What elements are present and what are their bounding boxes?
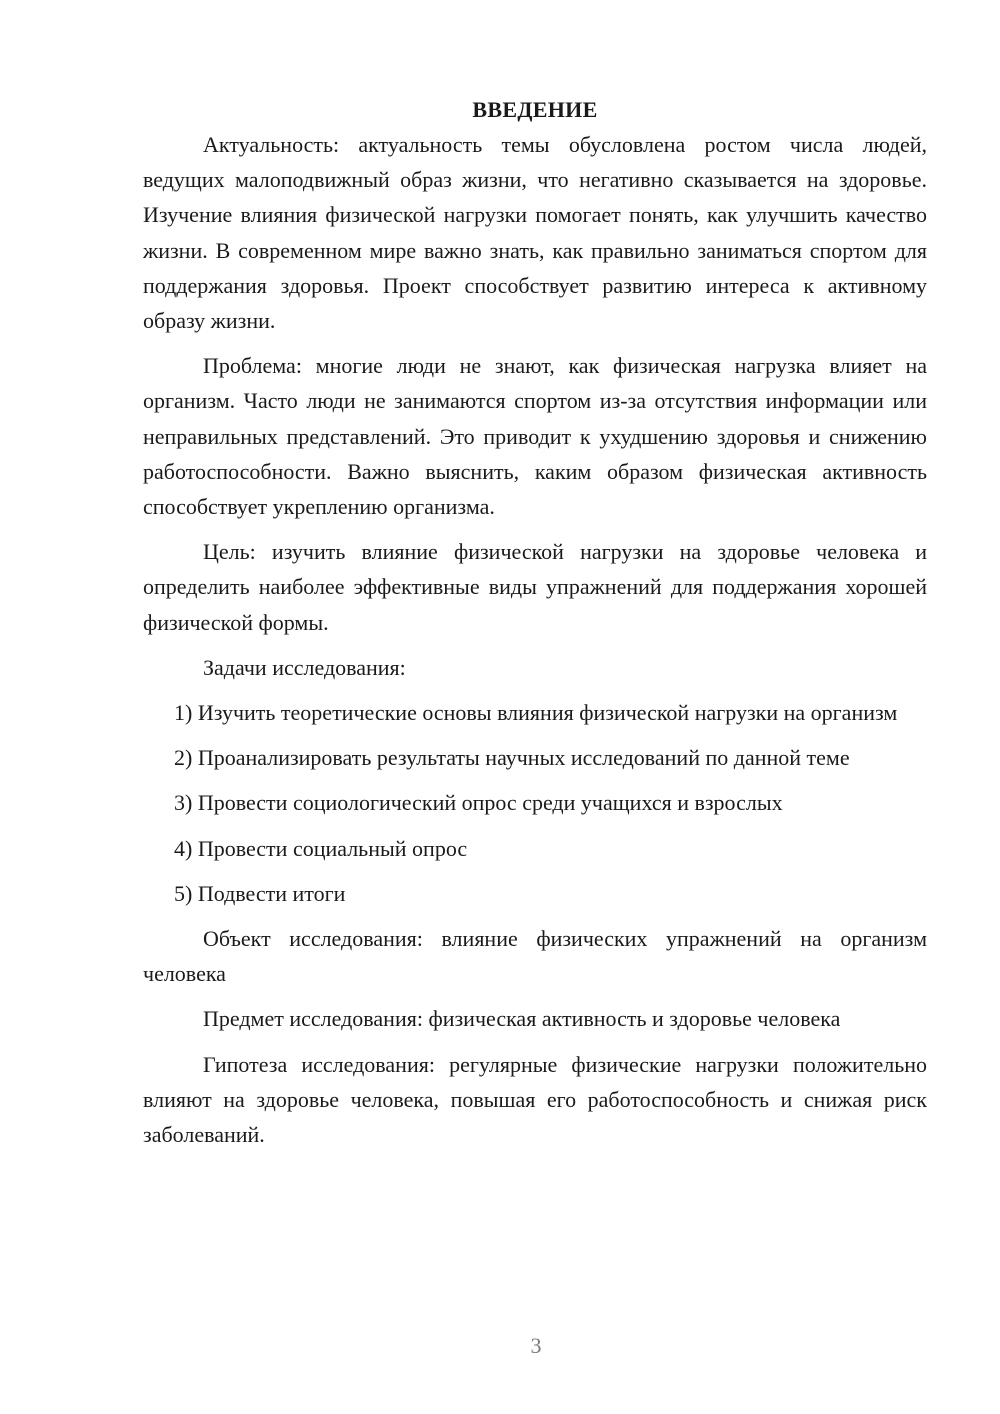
goal-paragraph: Цель: изучить влияние физической нагрузки на здоровье человека и определить наиболее эффективные виды упражнений для поддержания хорошей физической формы. bbox=[143, 539, 927, 635]
task-item-5: 5) Подвести итоги bbox=[174, 880, 346, 906]
hypothesis-paragraph: Гипотеза исследования: регулярные физические нагрузки положительно влияют на здоровье человека, повышая его работоспособность и снижая риск заболеваний. bbox=[143, 1051, 927, 1148]
section-title: ВВЕДЕНИЕ bbox=[472, 97, 598, 122]
page-number: 3 bbox=[530, 1333, 542, 1358]
tasks-heading: Задачи исследования: bbox=[203, 654, 406, 680]
problem-paragraph: Проблема: многие люди не знают, как физическая нагрузка влияет на организм. Часто люди не занимаются спортом из-за отсутствия информации или неправильных представлений. Это приводит к ухудшению здоровья и снижению работоспособности. Важно выяснить, каким образом физическая активность способствует укреплению организма. bbox=[143, 353, 927, 520]
task-item-3: 3) Провести социологический опрос среди учащихся и взрослых bbox=[174, 790, 783, 816]
relevance-paragraph: Актуальность: актуальность темы обусловлена ростом числа людей, ведущих малоподвижный образ жизни, что негативно сказывается на здоровье. Изучение влияния физической нагрузки помогает понять, как улучшить качество жизни. В современном мире важно знать, как правильно заниматься спортом для поддержания здоровья. Проект способствует развитию интереса к активному образу жизни. bbox=[143, 132, 927, 334]
document-page bbox=[143, 92, 927, 1152]
task-item-1: 1) Изучить теоретические основы влияния физической нагрузки на организм bbox=[174, 700, 898, 726]
task-item-4: 4) Провести социальный опрос bbox=[174, 835, 468, 861]
task-item-2: 2) Проанализировать результаты научных исследований по данной теме bbox=[174, 745, 850, 771]
object-paragraph: Объект исследования: влияние физических упражнений на организм человека bbox=[143, 926, 927, 987]
subject-paragraph: Предмет исследования: физическая активность и здоровье человека bbox=[203, 1006, 841, 1032]
